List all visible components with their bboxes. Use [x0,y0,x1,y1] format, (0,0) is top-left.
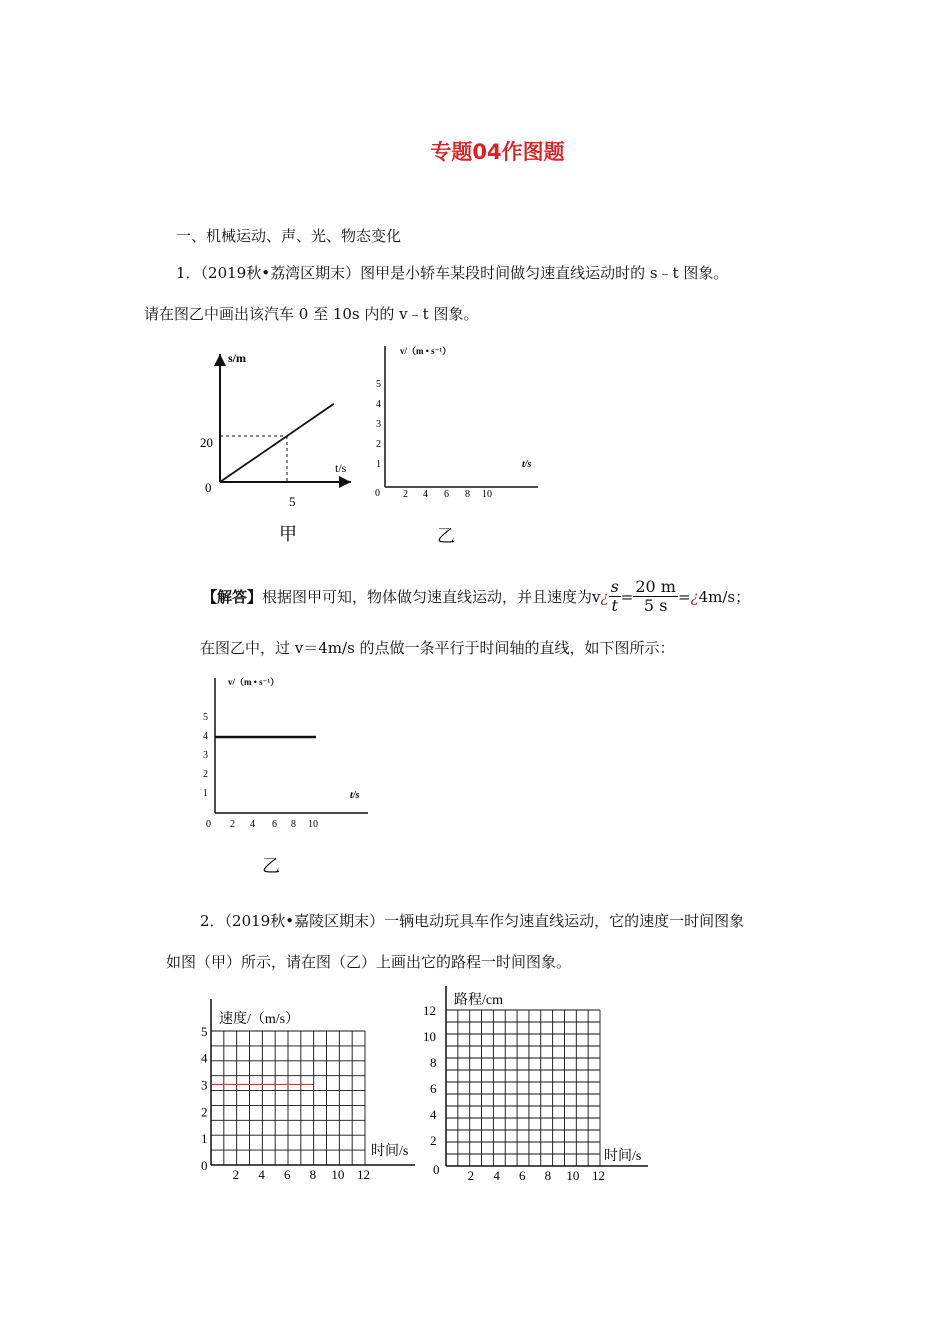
y-tick-label: 12 [423,1003,436,1018]
x-tick-label: 10 [331,1167,345,1182]
x-tick-label: 6 [519,1168,526,1183]
q2-distance-chart [420,982,655,1190]
y-tick-label: 6 [430,1081,437,1096]
answer1-figure [198,672,373,882]
x-tick-label: 2 [232,1167,240,1182]
frac-numerator: 20 m [635,577,676,596]
x-tick-label: 4 [258,1167,265,1182]
render-glyph: ¿ [690,587,699,606]
fraction-s-over-t [609,578,621,615]
x-tick-label: 6 [284,1167,291,1182]
y-axis-label: 路程/cm [454,993,503,1008]
velocity-symbol: v [592,587,601,606]
x-tick-label: 8 [465,489,470,500]
answer1-line1 [202,578,750,615]
y-tick-label: 5 [376,379,381,390]
origin-label: 0 [375,488,380,499]
page-title: 专题04作图题 [430,140,565,164]
x-axis-label: t/s [522,459,532,470]
x-axis-label: t/s [350,790,360,801]
x-tick-label: 6 [444,489,449,500]
x-tick-label: 8 [544,1168,552,1183]
frac-denominator: t [611,596,618,615]
y-tick-label: 2 [430,1133,437,1148]
q2-velocity-chart [195,995,425,1190]
y-tick-label: 4 [376,399,381,410]
x-tick-label: 8 [309,1167,317,1182]
q1-figure-yi [368,340,543,550]
q1-figure-jia [195,346,365,546]
grid [446,1010,600,1166]
x-tick-label: 4 [423,489,428,500]
y-tick-label: 1 [376,459,381,470]
y-tick-label: 5 [201,1023,208,1039]
y-tick-label: 2 [376,439,381,450]
y-axis-label: 速度/（m/s） [219,1012,300,1027]
x-tick-label: 2 [230,819,235,830]
render-glyph: ¿ [600,587,609,606]
origin-label: 0 [205,480,212,495]
q1-text-line2: 请在图乙中画出该汽车 0 至 10s 内的 v﹣t 图象。 [144,305,479,323]
y-tick-label: 4 [203,731,208,742]
y-tick-label: 4 [430,1107,437,1122]
frac-numerator: s [610,577,619,596]
y-tick-label: 2 [203,769,208,780]
y-tick-label: 3 [203,750,208,761]
x-tick-label: 2 [467,1168,475,1183]
y-tick-label: 2 [201,1104,208,1120]
x-tick-label: 8 [291,819,296,830]
y-axis-label: v/（m • s⁻¹） [400,346,452,356]
x-tick-label: 10 [308,819,318,830]
figure-caption: 乙 [262,856,280,876]
x-mark-label: 5 [289,494,296,509]
answer1-line2: 在图乙中，过 v＝4m/s 的点做一条平行于时间轴的直线，如下图所示： [200,639,675,657]
answer-label: 【解答】 [202,587,263,606]
origin-label: 0 [433,1162,440,1177]
y-tick-label: 10 [423,1029,436,1044]
y-axis-label: s/m [228,351,246,365]
x-tick-label: 2 [403,489,408,500]
answer-text: 根据图甲可知，物体做匀速直线运动，并且速度为 [262,587,593,606]
x-axis-label: t/s [335,461,347,475]
figure-caption: 乙 [437,526,455,546]
x-tick-label: 4 [250,819,255,830]
y-tick-label: 5 [203,712,208,723]
section-heading: 一、机械运动、声、光、物态变化 [176,227,402,245]
x-axis-label: 时间/s [371,1144,409,1159]
y-axis-label: v/（m • s⁻¹） [228,677,280,687]
y-tick-label: 1 [203,788,208,799]
figure-caption: 甲 [279,524,297,544]
x-tick-label: 12 [357,1167,370,1182]
x-tick-label: 4 [493,1168,500,1183]
y-tick-label: 3 [376,419,381,430]
q2-text-line1: 2．（2019秋•嘉陵区期末）一辆电动玩具车作匀速直线运动，它的速度一时间图象 [200,912,745,930]
frac-denominator: 5 s [643,596,668,615]
q2-text-line2: 如图（甲）所示，请在图（乙）上画出它的路程一时间图象。 [166,953,572,971]
equals-sign: = [677,587,691,606]
origin-label: 0 [206,819,211,830]
origin-label: 0 [201,1158,208,1173]
fraction-20m-over-5s [633,578,678,615]
q1-text-line1: 1．（2019秋•荔湾区期末）图甲是小轿车某段时间做匀速直线运动时的 s﹣t 图象。 [176,264,729,282]
x-tick-label: 10 [482,489,492,500]
x-axis-label: 时间/s [604,1149,642,1164]
answer-result: 4m/s； [698,587,751,606]
y-mark-label: 20 [200,435,213,450]
x-tick-label: 10 [566,1168,580,1183]
st-line [220,404,334,482]
y-tick-label: 4 [201,1050,208,1066]
x-tick-label: 6 [272,819,277,830]
x-tick-label: 12 [592,1168,605,1183]
y-tick-label: 1 [201,1131,208,1147]
y-tick-label: 8 [430,1055,437,1070]
grid [211,1031,365,1165]
equals-sign: = [620,587,634,606]
y-tick-label: 3 [201,1077,208,1093]
